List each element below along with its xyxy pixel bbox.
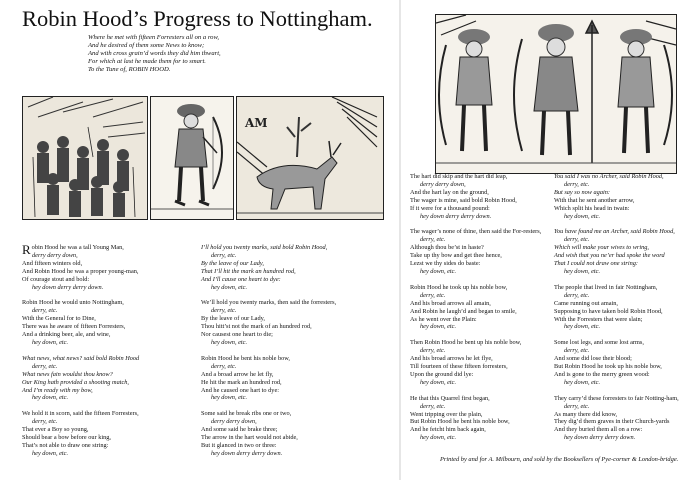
verse-line: [410, 300, 552, 308]
woodcut-hart: [236, 96, 384, 220]
stanza-gap: [22, 402, 194, 410]
verse-text: The wager’s none of thine, then said the For-resters,: [410, 228, 542, 236]
woodcut-monogram: AM: [245, 116, 268, 130]
verse-text: We’ll hold you twenty marks, then said the forresters,: [201, 299, 337, 307]
verse-text: derry, etc.: [211, 251, 237, 259]
verse-text: hey down derry derry down.: [32, 283, 104, 291]
verse-text: derry, etc.: [211, 362, 237, 370]
verse-text: Lezst we thy sides do baste:: [410, 260, 481, 268]
refrain-line: [201, 339, 381, 347]
verse-line: [554, 363, 693, 371]
verse-line: [22, 379, 194, 387]
verse-text: Some lost legs, and some lost arms,: [554, 339, 644, 347]
verse-line: [201, 426, 381, 434]
verse-line: [410, 260, 552, 268]
stanza-gap: [201, 291, 381, 299]
verse-text: derry, etc.: [564, 347, 590, 355]
verse-line: [22, 331, 194, 339]
verse-text: With the General for to Dine,: [22, 315, 96, 323]
refrain-line: [201, 284, 381, 292]
verse-text: And is gone to the merry green wood:: [554, 370, 650, 378]
refrain-line: [410, 403, 552, 411]
verse-column-3: [410, 173, 552, 442]
refrain-line: [22, 339, 194, 347]
verse-text: derry, etc.: [420, 291, 446, 299]
verse-line: [554, 426, 693, 434]
verse-line: [554, 284, 693, 292]
verse-text: And wish that you ne’er had spoke the word: [554, 252, 665, 260]
verse-text: Which will make your wives to wring,: [554, 244, 649, 252]
verse-text: Upon the ground did lye:: [410, 370, 474, 378]
verse-line: [554, 244, 693, 252]
refrain-line: [201, 450, 381, 458]
verse-line: [22, 434, 194, 442]
verse-line: [554, 418, 693, 426]
verse-text: hey down, etc.: [564, 323, 601, 331]
verse-line: [201, 331, 381, 339]
verse-text: Of courage stout and bold:: [22, 275, 90, 283]
verse-line: [554, 260, 693, 268]
verse-text: As he went over the Plain:: [410, 315, 477, 323]
stanza-gap: [410, 387, 552, 395]
stanza-gap: [554, 220, 693, 228]
verse-text: Robin Hood he bent his noble bow,: [201, 354, 290, 362]
verse-line: [554, 252, 693, 260]
refrain-line: [554, 434, 693, 442]
refrain-line: [410, 347, 552, 355]
verse-text: derry, etc.: [564, 236, 590, 244]
verse-text: derry, etc.: [420, 236, 446, 244]
refrain-line: [22, 252, 194, 260]
verse-line: [410, 418, 552, 426]
verse-text: derry, etc.: [420, 347, 446, 355]
ballad-title: Robin Hood’s Progress to Nottingham.: [22, 6, 373, 31]
verse-text: And a broad arrow he let fly,: [201, 370, 274, 378]
verse-line: [410, 205, 552, 213]
verse-text: And fifteen winters old,: [22, 259, 83, 267]
stanza-gap: [554, 387, 693, 395]
verse-text: Came running out amain,: [554, 299, 619, 307]
verse-line: [22, 387, 194, 395]
verse-text: hey down, etc.: [211, 283, 248, 291]
verse-line: [201, 323, 381, 331]
verse-line: [410, 355, 552, 363]
verse-text: Our King hath provided a shooting match,: [22, 378, 129, 386]
verse-text: hey down, etc.: [211, 338, 248, 346]
stanza-gap: [554, 331, 693, 339]
refrain-line: [22, 363, 194, 371]
verse-text: derry derry down,: [32, 251, 78, 259]
verse-line: [201, 276, 381, 284]
verse-text: As many there did know,: [554, 410, 618, 418]
verse-line: [201, 315, 381, 323]
verse-text: And his broad arrows all amain,: [410, 299, 491, 307]
verse-line: [201, 387, 381, 395]
stanza-gap: [22, 347, 194, 355]
verse-line: [22, 315, 194, 323]
verse-text: The wager is mine, said bold Robin Hood,: [410, 196, 517, 204]
stanza-gap: [201, 347, 381, 355]
verse-text: And a drinking beer, ale, and wine,: [22, 331, 111, 339]
verse-text: You said I was no Archer, said Robin Hood,: [554, 173, 664, 180]
verse-text: hey down derry derry down.: [420, 212, 492, 220]
verse-text: The arrow in the hart would not abide,: [201, 434, 298, 442]
refrain-line: [22, 307, 194, 315]
verse-line: [410, 339, 552, 347]
woodcut-crowd: [22, 96, 148, 220]
verse-text: That I could not draw one string:: [554, 260, 638, 268]
verse-text: He hit the mark an hundred rod,: [201, 378, 282, 386]
verse-text: Take up thy bow and get thee hence,: [410, 252, 502, 260]
verse-line: [410, 189, 552, 197]
verse-text: And I’m ready with my bow,: [22, 386, 93, 394]
verse-text: derry, etc.: [32, 418, 58, 426]
refrain-line: [410, 292, 552, 300]
verse-text: hey down, etc.: [211, 394, 248, 402]
verse-text: And I’ll cause one heart to dye:: [201, 275, 281, 283]
verse-text: hey down, etc.: [564, 212, 601, 220]
verse-text: hey down, etc.: [32, 449, 69, 457]
verse-line: [554, 308, 693, 316]
verse-text: Some said he break ribs one or two,: [201, 410, 292, 418]
verse-text: hey down derry derry down.: [211, 449, 283, 457]
verse-line: [201, 442, 381, 450]
refrain-line: [201, 394, 381, 402]
verse-line: [201, 268, 381, 276]
verse-line: [410, 411, 552, 419]
verse-line: [410, 371, 552, 379]
refrain-line: [410, 379, 552, 387]
verse-text: derry, etc.: [32, 362, 58, 370]
verse-line: [201, 379, 381, 387]
verse-line: [554, 173, 693, 181]
verse-text: The people that lived in fair Nottingham,: [554, 283, 658, 291]
verse-text: And he fetcht him back again,: [410, 426, 486, 434]
subtitle-line: Where he met with fifteen Forresters all on a row,: [88, 34, 220, 41]
imprint-footer: Printed by and for A. Milbourn, and sold by the Booksellers of Pye-corner & London-bridge.: [440, 456, 679, 463]
verse-line: [554, 371, 693, 379]
verse-text: Which split his head in twain:: [554, 204, 630, 212]
verse-line: [22, 355, 194, 363]
verse-line: [554, 228, 693, 236]
verse-line: [201, 299, 381, 307]
verse-text: But it glanced in two or three:: [201, 441, 277, 449]
stanza-gap: [410, 220, 552, 228]
verse-text: And Robin Hood he was a proper young-man,: [22, 267, 139, 275]
refrain-line: [554, 403, 693, 411]
verse-text: By the leave of our Lady,: [201, 315, 265, 323]
verse-text: derry, etc.: [564, 291, 590, 299]
verse-line: [554, 205, 693, 213]
verse-text: Nor causest one heart to die;: [201, 331, 273, 339]
verse-line: [22, 371, 194, 379]
verse-line: [201, 260, 381, 268]
refrain-line: [22, 284, 194, 292]
verse-text: derry derry down,: [211, 418, 257, 426]
verse-text: That ever a Boy so young,: [22, 426, 89, 434]
verse-text: There was he aware of fifteen Forresters,: [22, 323, 126, 331]
verse-line: [410, 316, 552, 324]
verse-line: [554, 411, 693, 419]
verse-text: Thou hitt’st not the mark of an hundred rod,: [201, 323, 312, 331]
verse-text: Till fourteen of these fifteen forresters,: [410, 363, 508, 371]
verse-text: By the leave of our Lady,: [201, 259, 264, 267]
verse-column-4: [554, 173, 693, 442]
verse-text: Should bear a bow before our king,: [22, 434, 112, 442]
drop-cap: R: [22, 242, 31, 257]
verse-text: With that he sent another arrow,: [554, 196, 635, 204]
verse-text: You have found me an Archer, said Robin Hood,: [554, 228, 675, 236]
verse-text: If it were for a thousand pound:: [410, 204, 490, 212]
verse-text: That I’ll hit the mark an hundred rod,: [201, 267, 296, 275]
verse-text: We hold it in scorn, said the fifteen Forresters,: [22, 410, 139, 418]
refrain-line: [554, 323, 693, 331]
verse-line: [410, 284, 552, 292]
verse-text: But Robin Hood he took up his noble bow,: [554, 363, 662, 371]
verse-text: derry, etc.: [420, 402, 446, 410]
verse-text: Went tripping over the plain,: [410, 410, 483, 418]
verse-text: hey down, etc.: [564, 267, 601, 275]
verse-line: [22, 442, 194, 450]
refrain-line: [410, 323, 552, 331]
refrain-line: [554, 213, 693, 221]
verse-column-2: [201, 244, 381, 458]
verse-line: [554, 197, 693, 205]
verse-text: And his broad arrows he let flye,: [410, 355, 493, 363]
verse-text: hey down, etc.: [420, 378, 457, 386]
refrain-line: [22, 450, 194, 458]
verse-line: [201, 410, 381, 418]
verse-text: They dig’d them graves in their Church-yards: [554, 418, 670, 426]
refrain-line: [554, 379, 693, 387]
refrain-line: [554, 292, 693, 300]
verse-column-1: [22, 244, 194, 458]
verse-text: They carry’d these forresters to fair Notting-ham,: [554, 394, 679, 402]
verse-line: [201, 355, 381, 363]
verse-text: And they buried them all on a row:: [554, 426, 643, 434]
verse-text: Robin Hood he took up his noble bow,: [410, 283, 508, 291]
stanza-gap: [201, 402, 381, 410]
verse-line: [410, 173, 552, 181]
verse-text: hey down, etc.: [420, 323, 457, 331]
subtitle-line: For which at last he made them for to smart.: [88, 58, 206, 65]
verse-text: obin Hood he was a tall Young Man,: [31, 244, 124, 251]
verse-text: derry, etc.: [211, 307, 237, 315]
stanza-gap: [22, 291, 194, 299]
verse-line: [22, 426, 194, 434]
verse-line: [22, 260, 194, 268]
verse-line: [554, 339, 693, 347]
verse-text: And the hart lay on the ground,: [410, 188, 489, 196]
woodcut-archer: [150, 96, 234, 220]
refrain-line: [410, 236, 552, 244]
verse-text: hey down, etc.: [420, 267, 457, 275]
verse-text: hey down, etc.: [32, 338, 69, 346]
verse-text: I’ll hold you twenty marks, said bold Robin Hood,: [201, 244, 328, 251]
ballad-subtitle: [88, 34, 358, 74]
verse-line: [554, 395, 693, 403]
verse-line: [410, 363, 552, 371]
verse-text: He that this Quarrel first began,: [410, 394, 490, 402]
stanza-gap: [554, 276, 693, 284]
verse-line: [410, 252, 552, 260]
verse-text: derry derry down,: [420, 180, 466, 188]
verse-text: hey down, etc.: [32, 394, 69, 402]
verse-text: That’s not able to draw one string:: [22, 441, 109, 449]
verse-line: [554, 300, 693, 308]
verse-text: derry, etc.: [564, 180, 590, 188]
refrain-line: [410, 268, 552, 276]
verse-line: [554, 316, 693, 324]
refrain-line: [410, 434, 552, 442]
refrain-line: [22, 418, 194, 426]
verse-line: [201, 371, 381, 379]
stanza-gap: [410, 276, 552, 284]
refrain-line: [410, 213, 552, 221]
verse-text: hey down, etc.: [564, 378, 601, 386]
page-fold: [399, 0, 401, 480]
verse-text: Supposing to have taken bold Robin Hood,: [554, 307, 663, 315]
verse-line: [410, 244, 552, 252]
stanza-gap: [410, 331, 552, 339]
refrain-line: [410, 181, 552, 189]
verse-line: [410, 395, 552, 403]
refrain-line: [201, 252, 381, 260]
subtitle-line: And he desired of them some News to know;: [88, 42, 205, 49]
verse-text: And Robin he laugh’d and began to smile,: [410, 307, 517, 315]
verse-line: [201, 434, 381, 442]
verse-line: [410, 426, 552, 434]
verse-line: [410, 197, 552, 205]
verse-text: But Robin Hood he bent his noble bow,: [410, 418, 510, 426]
verse-text: And some did lose their blood;: [554, 355, 632, 363]
verse-line: [201, 244, 381, 252]
verse-text: derry, etc.: [564, 402, 590, 410]
refrain-line: [22, 394, 194, 402]
verse-text: What news, what news? said bold Robin Hood: [22, 354, 140, 362]
verse-text: And he caused one hart to dye:: [201, 386, 279, 394]
subtitle-line: To the Tune of, ROBIN HOOD.: [88, 66, 171, 73]
verse-text: Then Robin Hood he bent up his noble bow,: [410, 339, 522, 347]
verse-line: [554, 189, 693, 197]
subtitle-line: And with cross grain’d words they did him thwart,: [88, 50, 221, 57]
verse-line: [410, 308, 552, 316]
verse-text: But say so now again:: [554, 188, 610, 196]
woodcut-three-archers: [435, 14, 677, 174]
verse-line: [22, 323, 194, 331]
verse-text: And some said he brake three;: [201, 426, 278, 434]
refrain-line: [201, 418, 381, 426]
refrain-line: [554, 236, 693, 244]
verse-line: [22, 410, 194, 418]
verse-text: The hart did skip and the hart did leap,: [410, 173, 508, 180]
verse-text: With the Forresters that were slain;: [554, 315, 643, 323]
verse-line: [554, 355, 693, 363]
refrain-line: [201, 363, 381, 371]
verse-line: [22, 268, 194, 276]
refrain-line: [554, 181, 693, 189]
refrain-line: [554, 268, 693, 276]
refrain-line: [201, 307, 381, 315]
verse-text: What news fain wouldst thou know?: [22, 370, 113, 378]
verse-text: derry, etc.: [32, 307, 58, 315]
verse-text: hey down derry derry down.: [564, 434, 636, 442]
verse-text: hey down, etc.: [420, 434, 457, 442]
verse-text: Robin Hood he would unto Nottingham,: [22, 299, 124, 307]
verse-line: [22, 276, 194, 284]
verse-line: [410, 228, 552, 236]
verse-line: [22, 299, 194, 307]
refrain-line: [554, 347, 693, 355]
verse-text: Although thou be’st in haste?: [410, 244, 484, 252]
